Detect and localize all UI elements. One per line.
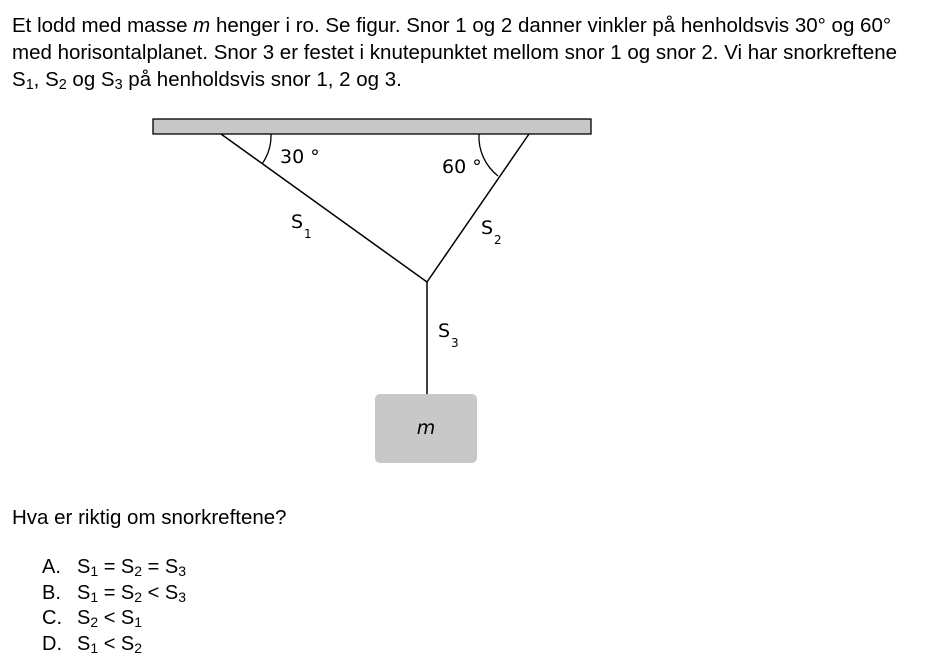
- option-text: $S_1 < S_2$: [77, 632, 143, 656]
- label-s3: S: [438, 320, 451, 342]
- intro-sub-1: 1: [25, 77, 34, 94]
- intro-text-5: på henholdsvis snor 1, 2 og 3.: [122, 68, 402, 91]
- ceiling-bar: [153, 119, 591, 134]
- option-a[interactable]: [42, 555, 186, 581]
- question-text: Hva er riktig om snorkreftene?: [12, 506, 287, 529]
- option-text: $S_2 < S_1$: [77, 607, 143, 631]
- answer-options: [42, 555, 186, 657]
- intro-text-2: henger i ro. Se figur. Snor 1 og 2 danner vinkler på henholdsvis 30° og 60° med horisontalplanet. Snor 3 er festet i knutepunktet mellom snor 1 og snor 2. Vi har snorkreftene S: [12, 14, 898, 91]
- mass-label: m: [416, 417, 436, 439]
- option-c[interactable]: [42, 606, 186, 632]
- option-d[interactable]: [42, 632, 186, 658]
- intro-mass-symbol: m: [193, 14, 211, 37]
- option-letter: C.: [42, 607, 62, 629]
- angle-label-30: 30 °: [280, 146, 320, 168]
- label-s2-sub: 2: [494, 233, 502, 247]
- option-letter: B.: [42, 581, 61, 604]
- angle-label-60: 60 °: [442, 156, 482, 178]
- option-text: $S_1 = S_2 = S_3$: [77, 556, 187, 580]
- intro-text-4: og S: [66, 68, 115, 91]
- option-letter: D.: [42, 632, 62, 655]
- option-letter: A.: [42, 556, 61, 578]
- intro-text-3: , S: [33, 68, 59, 91]
- label-s1-sub: 1: [304, 227, 312, 241]
- option-text: $S_1 = S_2 < S_3$: [77, 581, 187, 605]
- rope-1: [221, 134, 427, 282]
- intro-sub-2: 2: [58, 77, 67, 94]
- angle-arc-right: [479, 134, 498, 176]
- label-s2: S: [481, 217, 494, 239]
- angle-arc-left: [262, 134, 271, 164]
- option-b[interactable]: [42, 581, 186, 607]
- intro-text-1: Et lodd med masse: [12, 14, 194, 37]
- intro-sub-3: 3: [114, 77, 123, 94]
- label-s1: S: [291, 211, 304, 233]
- label-s3-sub: 3: [451, 336, 459, 350]
